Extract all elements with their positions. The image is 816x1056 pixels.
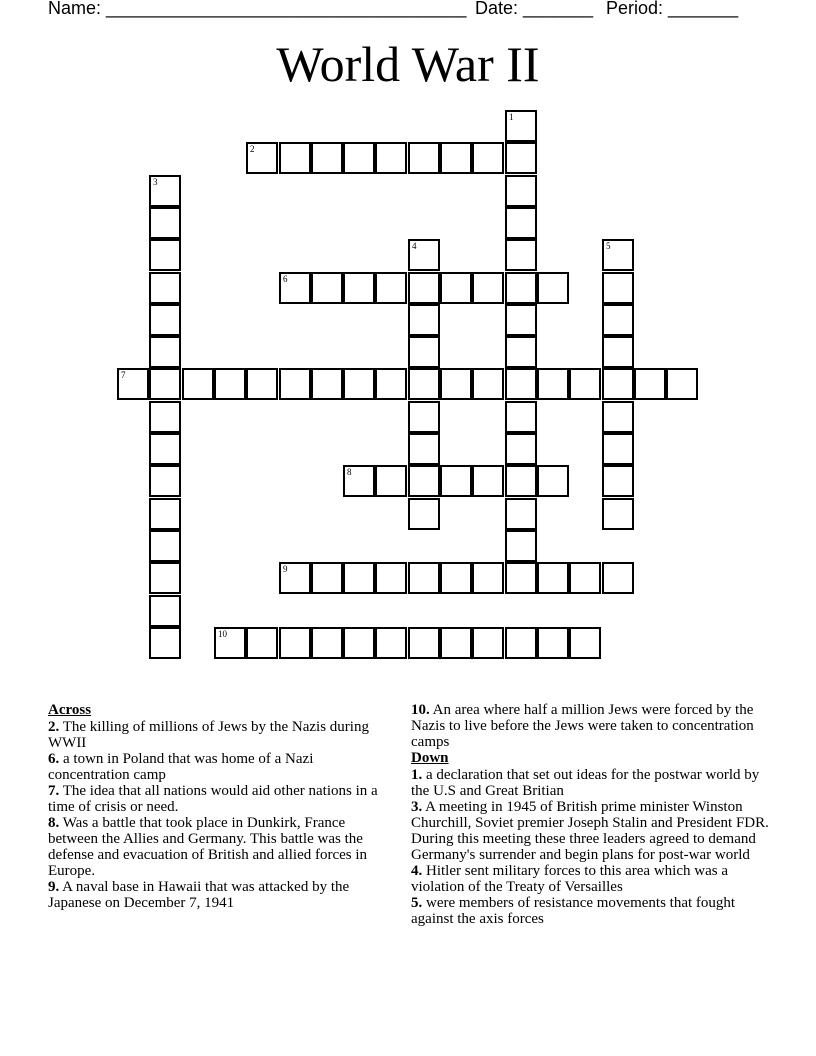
crossword-cell[interactable] [440,465,472,497]
crossword-cell[interactable] [408,465,440,497]
clue-text: were members of resistance movements that fought against the axis forces [411,895,736,927]
crossword-cell[interactable] [472,562,504,594]
crossword-cell[interactable] [408,272,440,304]
crossword-cell[interactable] [279,627,311,659]
clue-text: A naval base in Hawaii that was attacked by the Japanese on December 7, 1941 [48,879,350,911]
crossword-cell[interactable] [602,272,634,304]
crossword-cell[interactable] [149,530,181,562]
crossword-cell[interactable] [602,498,634,530]
crossword-cell[interactable] [149,498,181,530]
crossword-cell[interactable] [149,239,181,271]
clue-number: 4. [411,863,423,879]
crossword-cell[interactable] [149,401,181,433]
crossword-cell[interactable] [505,627,537,659]
crossword-cell[interactable] [311,368,343,400]
down-heading: Down [411,750,449,766]
crossword-cell[interactable] [149,272,181,304]
crossword-cell[interactable] [408,336,440,368]
crossword-cell[interactable] [472,627,504,659]
crossword-cell[interactable] [602,433,634,465]
crossword-cell[interactable] [505,207,537,239]
date-field[interactable]: Date: _______ [475,0,594,18]
crossword-cell[interactable] [214,368,246,400]
crossword-cell[interactable] [505,304,537,336]
clue-across-7 [48,783,393,815]
crossword-cell[interactable] [602,562,634,594]
across-heading: Across [48,702,92,718]
crossword-cell[interactable] [149,207,181,239]
clue-across-6 [48,751,393,783]
crossword-cell[interactable] [375,142,407,174]
crossword-cell[interactable] [472,272,504,304]
crossword-cell[interactable] [375,627,407,659]
clue-number: 7. [48,783,60,799]
crossword-cell[interactable] [440,142,472,174]
crossword-cell[interactable] [472,465,504,497]
clue-text: Was a battle that took place in Dunkirk, France between the Allies and Germany. This battle was the defense and evacuation of British and allied forces in Europe. [48,815,368,879]
crossword-cell[interactable] [602,336,634,368]
clue-across-8 [48,815,393,879]
clue-number: 2. [48,719,60,735]
crossword-cell[interactable] [569,368,601,400]
crossword-cell[interactable] [666,368,698,400]
period-field[interactable]: Period: _______ [606,0,739,18]
cell-number: 10 [218,629,227,639]
cell-number: 3 [153,177,158,187]
crossword-cell[interactable] [246,627,278,659]
crossword-cell[interactable] [505,433,537,465]
cell-number: 1 [509,112,514,122]
crossword-cell[interactable] [214,627,246,659]
crossword-cell[interactable] [505,530,537,562]
crossword-cell[interactable] [311,272,343,304]
crossword-cell[interactable] [149,368,181,400]
page-title: World War II [276,36,540,92]
crossword-cell[interactable] [117,368,149,400]
crossword-cell[interactable] [279,272,311,304]
crossword-cell[interactable] [279,368,311,400]
clue-text: An area where half a million Jews were forced by the Nazis to live before the Jews were taken to concentration camps [411,702,754,750]
crossword-cell[interactable] [505,239,537,271]
crossword-cell[interactable] [311,142,343,174]
clue-down-4 [411,863,771,895]
clue-number: 5. [411,895,423,911]
crossword-cell[interactable] [472,368,504,400]
cell-number: 2 [250,144,255,154]
crossword-cell[interactable] [149,465,181,497]
crossword-cell[interactable] [408,142,440,174]
clue-number: 9. [48,879,60,895]
crossword-cell[interactable] [505,110,537,142]
crossword-cell[interactable] [279,562,311,594]
crossword-cell[interactable] [408,239,440,271]
crossword-cell[interactable] [505,562,537,594]
crossword-cell[interactable] [602,465,634,497]
crossword-cell[interactable] [375,562,407,594]
cell-number: 8 [347,467,352,477]
crossword-cell[interactable] [505,465,537,497]
clue-down-5 [411,895,771,927]
crossword-cell[interactable] [375,272,407,304]
crossword-cell[interactable] [408,433,440,465]
clues-left-column [48,702,393,911]
clue-number: 10. [411,702,430,718]
clue-text: A meeting in 1945 of British prime minister Winston Churchill, Soviet premier Joseph Stalin and President FDR. During this meeting these three leaders agreed to demand Germany's surrender and begin plans for post-war world [411,799,769,863]
crossword-cell[interactable] [505,272,537,304]
crossword-cell[interactable] [375,368,407,400]
clue-across-10 [411,702,771,750]
name-field[interactable]: Name: ____________________________________ [48,0,467,18]
crossword-cell[interactable] [505,401,537,433]
crossword-cell[interactable] [505,498,537,530]
clue-number: 6. [48,751,60,767]
crossword-cell[interactable] [440,562,472,594]
crossword-cell[interactable] [602,304,634,336]
crossword-cell[interactable] [343,368,375,400]
crossword-cell[interactable] [149,562,181,594]
crossword-cell[interactable] [343,142,375,174]
cell-number: 6 [283,274,288,284]
crossword-cell[interactable] [343,562,375,594]
crossword-cell[interactable] [408,368,440,400]
crossword-cell[interactable] [602,368,634,400]
clue-text: a declaration that set out ideas for the postwar world by the U.S and Great Britian [411,767,760,799]
crossword-cell[interactable] [472,142,504,174]
crossword-cell[interactable] [537,627,569,659]
crossword-cell[interactable] [602,401,634,433]
crossword-cell[interactable] [408,562,440,594]
clue-text: The killing of millions of Jews by the Nazis during WWII [48,719,369,751]
clue-down-1 [411,767,771,799]
crossword-cell[interactable] [537,465,569,497]
crossword-cell[interactable] [149,175,181,207]
clue-down-3 [411,799,771,863]
crossword-cell[interactable] [408,498,440,530]
crossword-cell[interactable] [149,433,181,465]
crossword-cell[interactable] [182,368,214,400]
crossword-cell[interactable] [246,368,278,400]
crossword-cell[interactable] [408,627,440,659]
crossword-cell[interactable] [311,627,343,659]
clue-text: The idea that all nations would aid other nations in a time of crisis or need. [48,783,378,815]
clue-number: 3. [411,799,423,815]
crossword-cell[interactable] [408,304,440,336]
crossword-cell[interactable] [149,336,181,368]
crossword-cell[interactable] [505,336,537,368]
crossword-cell[interactable] [311,562,343,594]
crossword-cell[interactable] [279,142,311,174]
cell-number: 9 [283,564,288,574]
clue-across-9 [48,879,393,911]
crossword-cell[interactable] [569,562,601,594]
clues-right-column [411,702,771,927]
cell-number: 5 [606,241,611,251]
crossword-cell[interactable] [634,368,666,400]
crossword-cell[interactable] [149,627,181,659]
crossword-cell[interactable] [569,627,601,659]
clue-text: Hitler sent military forces to this area which was a violation of the Treaty of Versailles [411,863,728,895]
crossword-cell[interactable] [343,272,375,304]
crossword-cell[interactable] [408,401,440,433]
crossword-cell[interactable] [602,239,634,271]
crossword-cell[interactable] [537,562,569,594]
crossword-cell[interactable] [343,465,375,497]
crossword-cell[interactable] [505,368,537,400]
crossword-cell[interactable] [343,627,375,659]
crossword-cell[interactable] [246,142,278,174]
cell-number: 7 [121,370,126,380]
crossword-cell[interactable] [537,368,569,400]
crossword-cell[interactable] [149,304,181,336]
crossword-cell[interactable] [149,595,181,627]
cell-number: 4 [412,241,417,251]
crossword-cell[interactable] [375,465,407,497]
clue-across-2 [48,719,393,751]
crossword-cell[interactable] [505,142,537,174]
clue-text: a town in Poland that was home of a Nazi concentration camp [48,751,314,783]
crossword-cell[interactable] [440,368,472,400]
clue-number: 1. [411,767,423,783]
clue-number: 8. [48,815,60,831]
crossword-cell[interactable] [505,175,537,207]
crossword-cell[interactable] [537,272,569,304]
crossword-cell[interactable] [440,627,472,659]
crossword-cell[interactable] [440,272,472,304]
